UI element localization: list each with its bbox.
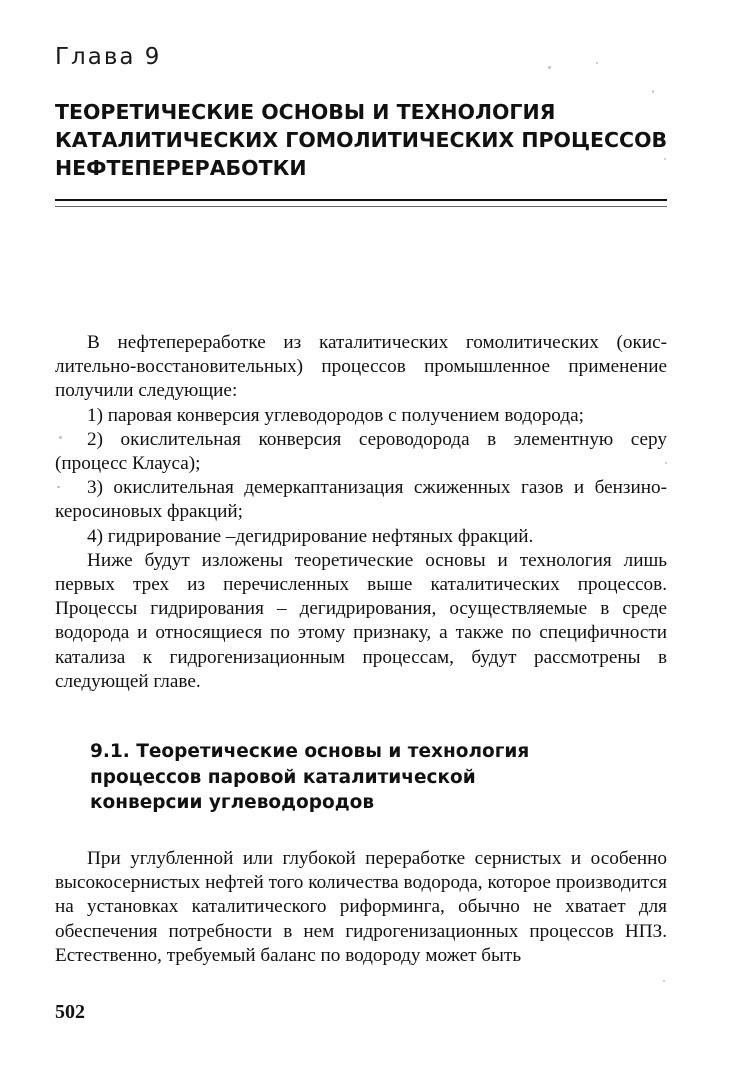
section-paragraph: При углубленной или глубокой переработке сернистых и особенно высокосернистых нефтей того количества водорода, которое производится на установках каталитического риформинга, обычно не хватает для обеспечения потребности в нем гидрогенизационных процессов НПЗ. Естественно, требуемый баланс по водороду может быть: [55, 848, 667, 966]
list-item: 4) гидрирование –дегидрирование нефтяных фракций.: [87, 525, 534, 547]
title-rule-thin: [55, 206, 667, 207]
scan-speck: [652, 90, 654, 93]
scan-speck: [596, 62, 598, 64]
section-heading-line: процессов паровой каталитической: [90, 766, 476, 788]
chapter-title-line: КАТАЛИТИЧЕСКИХ ГОМОЛИТИЧЕСКИХ ПРОЦЕССОВ: [55, 128, 668, 152]
list-item: 3) окислительная демеркаптанизация сжиженных газов и бензино-керосиновых фракций;: [55, 477, 667, 523]
section-text: [55, 847, 667, 968]
section-heading-line: 9.1. Теоретические основы и технология: [90, 741, 530, 762]
scan-speck: [59, 436, 62, 439]
intro-text: [55, 331, 667, 694]
scan-speck: [663, 980, 665, 982]
section-heading: [90, 739, 650, 816]
chapter-title-line: НЕФТЕПЕРЕРАБОТКИ: [55, 156, 307, 180]
page-number: 502: [55, 1001, 85, 1023]
title-rule: [55, 199, 667, 201]
scan-speck: [665, 462, 667, 464]
scan-speck: [57, 486, 60, 488]
chapter-title-line: ТЕОРЕТИЧЕСКИЕ ОСНОВЫ И ТЕХНОЛОГИЯ: [55, 100, 556, 124]
intro-paragraph: В нефтепереработке из каталитических гомолитических (окислительно-восстановительных) процессов промышленное применение получили следующие:: [55, 332, 667, 402]
chapter-label: Глава 9: [55, 44, 162, 70]
list-item: 2) окислительная конверсия сероводорода в элементную серу (процесс Клауса);: [55, 428, 667, 475]
intro-closing-paragraph: Ниже будут изложены теоретические основы и технология лишь первых трех из перечисленных выше каталитических процессов. Процессы гидрирования – дегидрирования, осуществляемые в среде водорода и относящиеся по этому признаку, а также по специфичности катализа к гидрогенизационным процессам, будут рассмотрены в следующей главе.: [55, 549, 667, 692]
chapter-title: [55, 98, 695, 182]
section-heading-line: конверсии углеводородов: [90, 792, 375, 813]
list-item: 1) паровая конверсия углеводородов с получением водорода;: [87, 404, 584, 426]
scan-speck: [548, 66, 551, 69]
scan-speck: [664, 158, 666, 160]
